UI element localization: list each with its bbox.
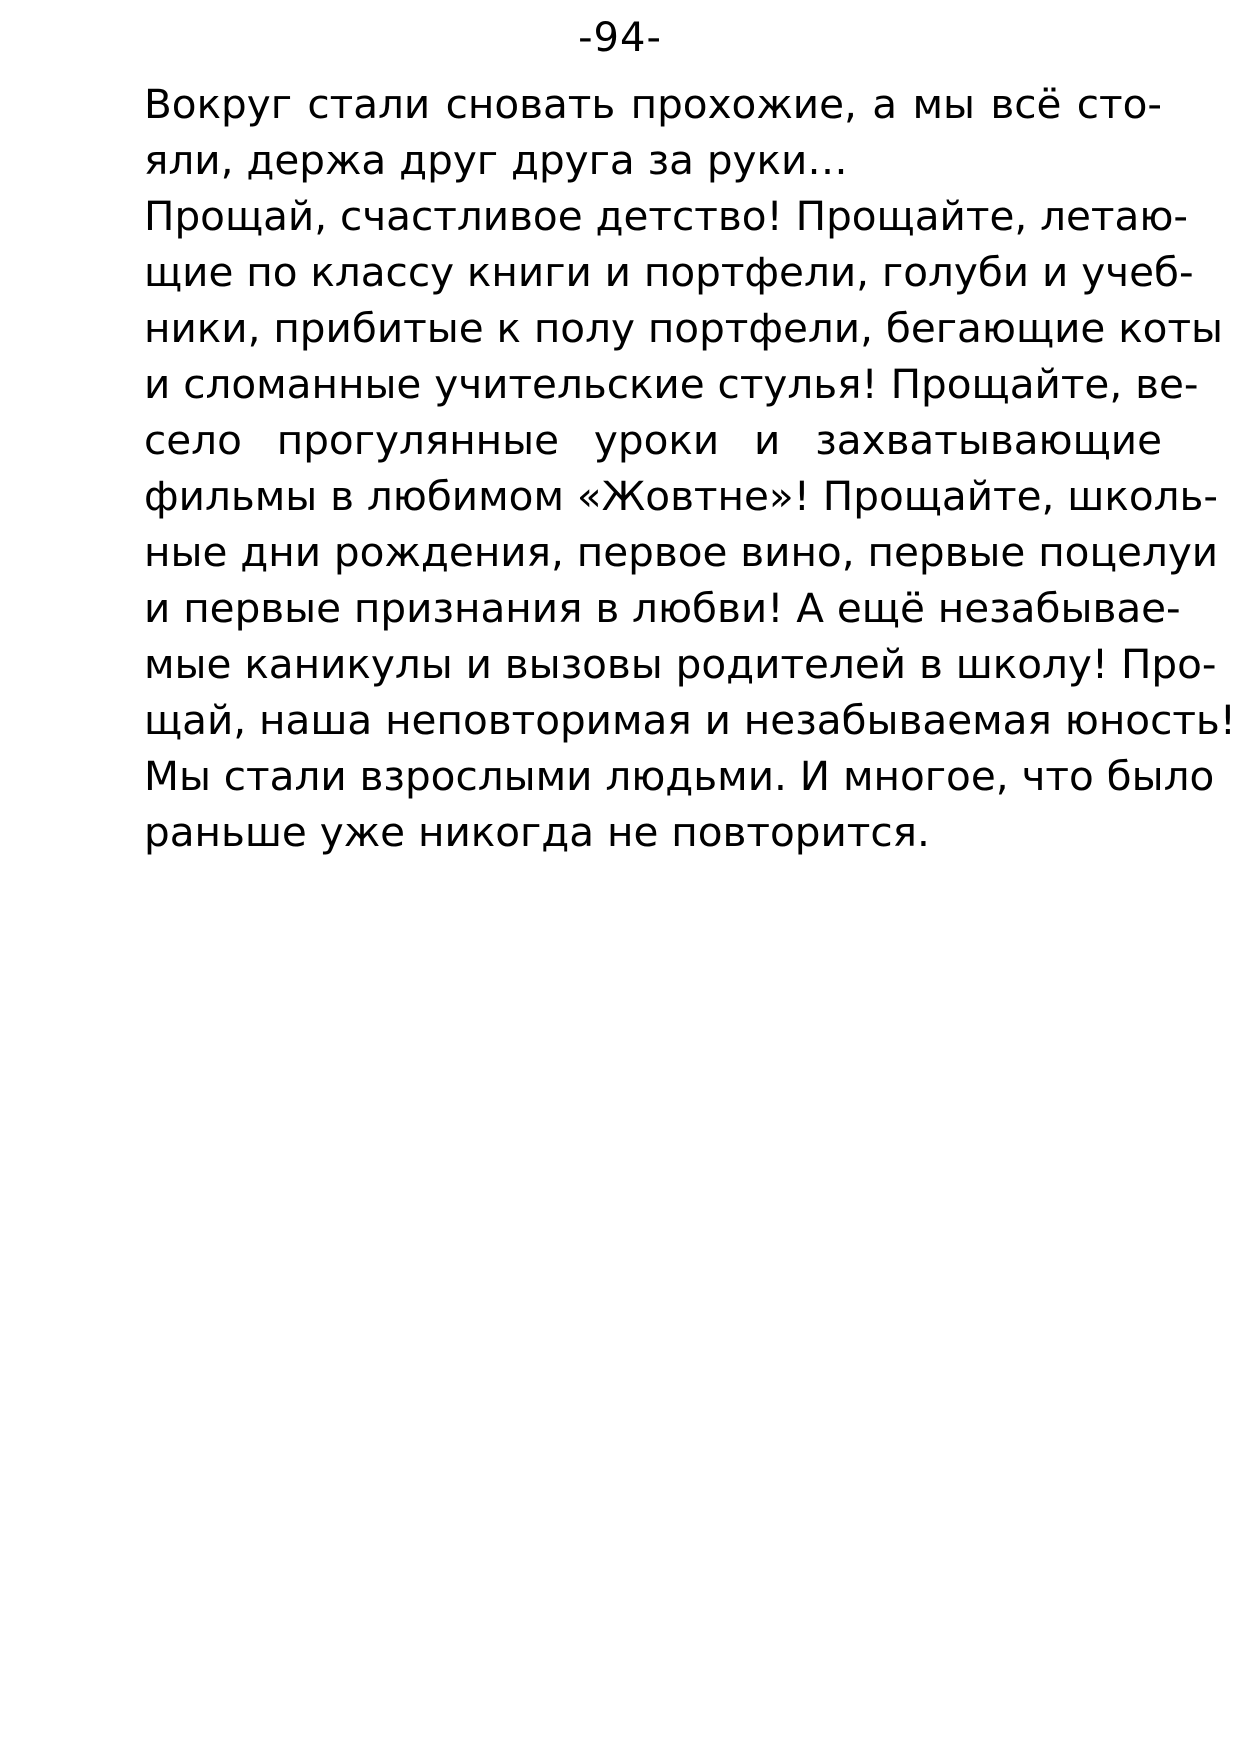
text-line: ные дни рождения, первое вино, первые поцелуи [144, 528, 1219, 576]
text-line: Вокруг стали сновать прохожие, а мы всё сто- [144, 80, 1162, 128]
text-line: щай, наша неповторимая и незабываемая юность! [144, 696, 1237, 744]
paragraph-2 [86, 188, 1237, 860]
text-line: Прощай, счастливое детство! Прощайте, летаю- [144, 192, 1189, 240]
text-line: Мы стали взрослыми людьми. И многое, что было [144, 752, 1215, 800]
text-line: фильмы в любимом «Жовтне»! Прощайте, школь- [144, 472, 1218, 520]
text-line: яли, держа друг друга за руки… [144, 136, 848, 184]
text-line: село прогулянные уроки и захватывающие [144, 416, 1162, 464]
text-line: ники, прибитые к полу портфели, бегающие коты [144, 304, 1224, 352]
text-line: щие по классу книги и портфели, голуби и учеб- [144, 248, 1194, 296]
body-text [86, 76, 1237, 860]
text-line: мые каникулы и вызовы родителей в школу! Про- [144, 640, 1217, 688]
page-number: -94- [578, 15, 662, 61]
paragraph-1 [86, 76, 1162, 188]
text-line: раньше уже никогда не повторится. [144, 808, 930, 856]
text-line: и сломанные учительские стулья! Прощайте, ве- [144, 360, 1199, 408]
text-line: и первые признания в любви! А ещё незабывае- [144, 584, 1181, 632]
